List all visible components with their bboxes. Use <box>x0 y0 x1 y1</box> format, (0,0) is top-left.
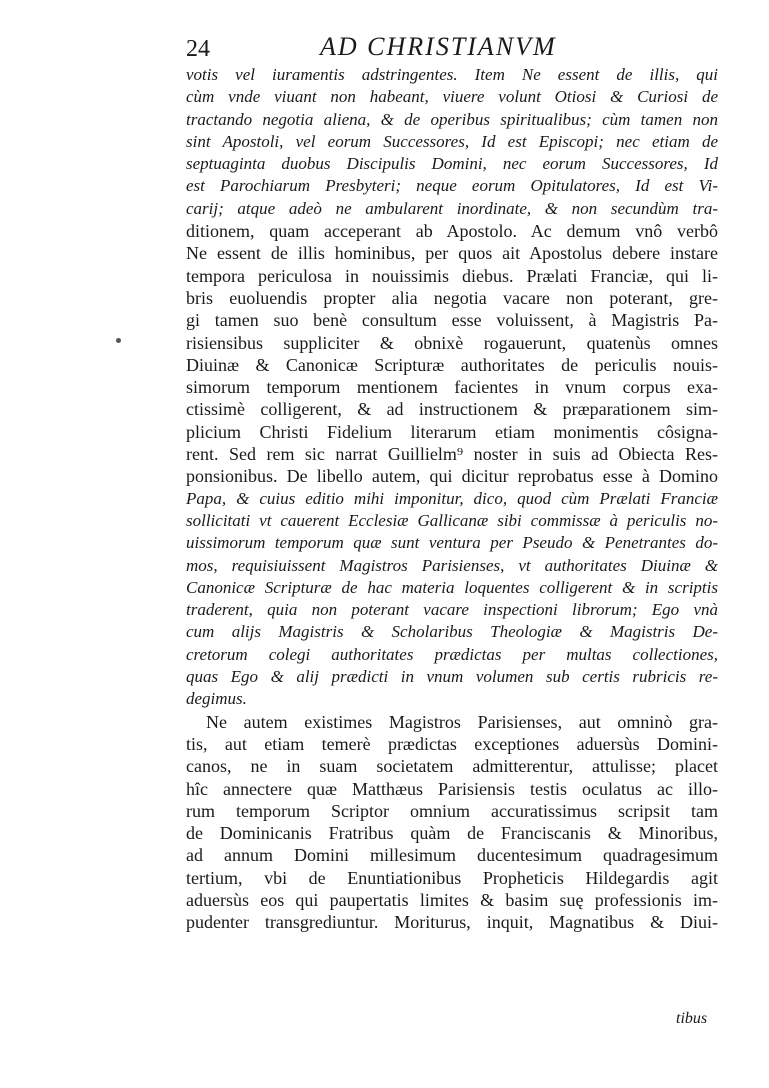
text-line: risiensibus suppliciter & obnixè rogauerunt, quatenùs omnes <box>186 332 718 353</box>
text-line: simorum temporum mentionem facientes in vnum corpus exa- <box>186 377 718 398</box>
text-line: ctissimè colligerent, & ad instructionem & præparationem sim- <box>186 399 718 420</box>
text-line: Canonicæ Scripturæ de hac materia loquentes colligerent & in scriptis <box>186 577 718 597</box>
text-line: ditionem, quam acceperant ab Apostolo. Ac demum vnô verbô <box>186 221 718 242</box>
text-line: tempora periculosa in nouissimis diebus. Prælati Franciæ, qui li- <box>186 265 718 286</box>
text-line: canos, ne in suam societatem admitterentur, attulisse; placet <box>186 756 718 777</box>
text-line: sollicitati vt cauerent Ecclesiæ Gallicanæ sibi commissæ à periculis no- <box>186 510 718 530</box>
page-number: 24 <box>186 36 210 62</box>
ink-spot <box>116 338 121 343</box>
text-line: pudenter transgrediuntur. Moriturus, inquit, Magnatibus & Diui- <box>186 912 718 933</box>
text-line: quas Ego & alij prædicti in vnum volumen sub certis rubricis re- <box>186 667 718 687</box>
text-line: Diuinæ & Canonicæ Scripturæ authoritates de periculis nouis- <box>186 354 718 375</box>
text-line: aduersùs eos qui paupertatis limites & basim suę professionis im- <box>186 889 718 910</box>
text-line: septuaginta duobus Discipulis Domini, nec eorum Successores, Id <box>186 154 718 174</box>
text-line: mos, requisiuissent Magistros Parisienses, vt authoritates Diuinæ & <box>186 555 718 575</box>
text-line: uissimorum temporum quæ sunt ventura per Pseudo & Penetrantes do- <box>186 533 718 553</box>
text-line: rent. Sed rem sic narrat Guillielm⁹ noster in suis ad Obiecta Res- <box>186 444 718 465</box>
text-line: carij; atque adeò ne ambularent inordinate, & non secundùm tra- <box>186 198 718 218</box>
text-line: bris euoluendis propter alia negotia vacare non poterant, gre- <box>186 287 718 308</box>
text-line: rum temporum Scriptor omnium accuratissimus scripsit tam <box>186 800 718 821</box>
text-line: Ne essent de illis hominibus, per quos ait Apostolus debere instare <box>186 243 718 264</box>
catchword: tibus <box>676 1010 708 1027</box>
text-line: hîc annectere quæ Matthæus Parisiensis testis oculatus ac illo- <box>186 778 718 799</box>
text-line: degimus. <box>186 689 247 709</box>
text-line: Ne autem existimes Magistros Parisienses, aut omninò gra- <box>206 711 718 732</box>
text-line: traderent, quia non poterant vacare inspectioni librorum; Ego vnà <box>186 600 718 620</box>
text-line: tertium, vbi de Enuntiationibus Propheticis Hildegardis agit <box>186 867 718 888</box>
text-line: tractando negotia aliena, & de operibus spiritualibus; cùm tamen non <box>186 109 718 129</box>
text-line: cretorum colegi authoritates prædictas per multas collectiones, <box>186 644 718 664</box>
text-line: est Parochiarum Presbyteri; neque eorum Opitulatores, Id est Vi- <box>186 176 718 196</box>
text-line: votis vel iuramentis adstringentes. Item Ne essent de illis, qui <box>186 65 718 84</box>
text-line: cum alijs Magistris & Scholaribus Theologiæ & Magistris De- <box>186 622 718 642</box>
text-line: gi tamen suo benè consultum esse voluissent, à Magistris Pa- <box>186 310 718 331</box>
text-line: ponsionibus. De libello autem, qui dicitur reprobatus esse à Domino <box>186 466 718 487</box>
text-line: cùm vnde viuant non habeant, viuere volunt Otiosi & Curiosi de <box>186 87 718 107</box>
text-line: de Dominicanis Fratribus quàm de Franciscanis & Minoribus, <box>186 823 718 844</box>
text-line: plicium Christi Fidelium literarum etiam monimentis côsigna- <box>186 421 718 442</box>
text-line: sint Apostoli, vel eorum Successores, Id est Episcopi; nec etiam de <box>186 131 718 151</box>
text-line: tis, aut etiam temerè prædictas exceptiones aduersùs Domini- <box>186 733 718 754</box>
body-text <box>186 64 718 934</box>
running-head: AD CHRISTIANVM <box>320 32 557 61</box>
text-line: Papa, & cuius editio mihi imponitur, dico, quod cùm Prælati Franciæ <box>186 488 718 508</box>
page-header <box>186 32 716 66</box>
text-line: ad annum Domini millesimum ducentesimum quadragesimum <box>186 845 718 866</box>
